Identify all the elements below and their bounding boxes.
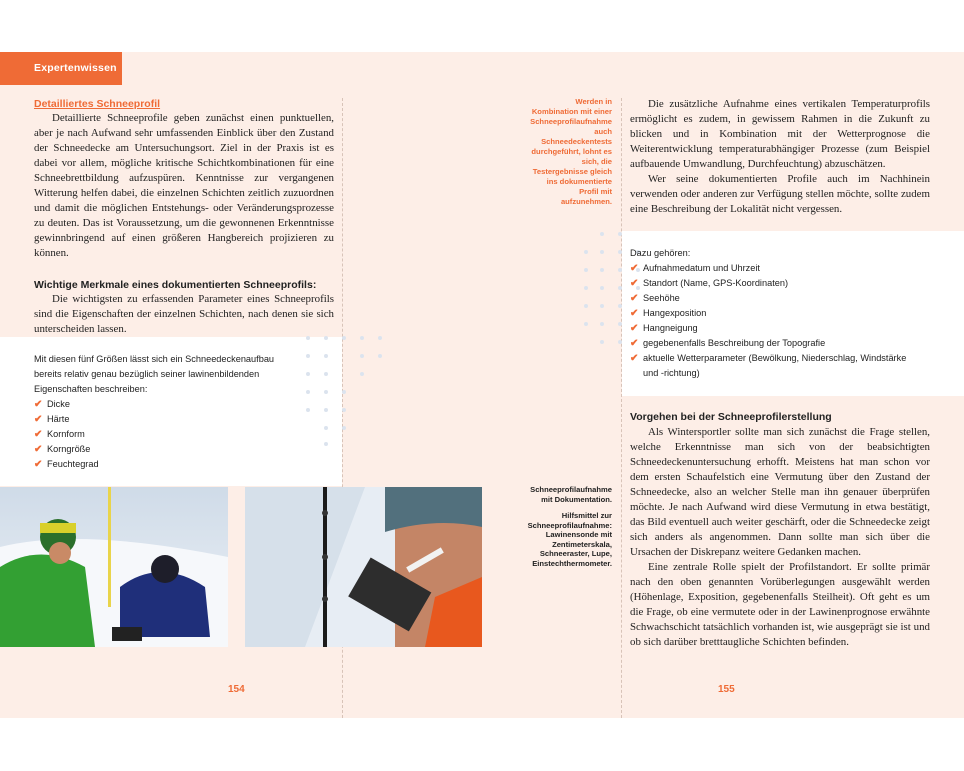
- right-paragraph-3: Als Wintersportler sollte man sich zunächst die Frage stellen, welche Erkenntnisse man sich von der beabsichtigten Schneedeckenuntersuchung erhofft. Meistens hat man schon vor dem ersten Schaufelstich eine Vermutung über den Zustand der Schneedecke, also an welcher Stelle man ihn genauer überprüfen möchte. Je nach Aufwand wird diese Vermutung in etwa bestätigt, das Bild eventuell auch weiter geschärft, oder die Schneedecke zeigt sich anders als angenommen. Dann sollte man sich über die Ursachen der Diskrepanz weitere Gedanken machen.: [630, 426, 930, 558]
- list-item: ✔ Kornform: [34, 429, 85, 440]
- right-paragraph-2: Wer seine dokumentierten Profile auch im Nachhinein verwenden oder anderen zur Verfügung stellen möchte, sollte zudem eine Beschreibung der Lokalität nicht vergessen.: [630, 173, 930, 215]
- dot-pattern-left: [306, 336, 386, 448]
- check-icon: ✔: [630, 323, 639, 334]
- check-icon: ✔: [630, 293, 639, 304]
- page-number-left: 154: [228, 684, 245, 695]
- left-box-intro: Mit diesen fünf Größen lässt sich ein Schneedeckenaufbau bereits relativ genau bezüglich seiner lawinenbildenden Eigenschaften beschreiben:: [34, 354, 275, 394]
- list-item: ✔ Feuchtegrad: [34, 459, 99, 470]
- left-subheading: Wichtige Merkmale eines dokumentierten Schneeprofils:: [34, 279, 317, 291]
- list-item: ✔ Dicke: [34, 399, 70, 410]
- section-heading: Detailliertes Schneeprofil: [34, 98, 161, 110]
- right-subheading: Vorgehen bei der Schneeprofilerstellung: [630, 411, 832, 423]
- list-item: ✔ Aufnahmedatum und Uhrzeit: [630, 263, 760, 274]
- check-icon: ✔: [630, 338, 639, 349]
- list-item: ✔ Standort (Name, GPS-Koordinaten): [630, 278, 789, 289]
- right-text-top: [630, 97, 930, 217]
- check-icon: ✔: [630, 278, 639, 289]
- check-icon: ✔: [34, 429, 43, 440]
- caption-1: Schneeprofilaufnahme mit Dokumentation.: [530, 485, 612, 504]
- left-paragraph-1: Detaillierte Schneeprofile geben zunächst einen punktuellen, aber je nach Aufwand sehr umfassenden Einblick über den Zustand der Schneedecke am Untersuchungsort. Ziel in der Praxis ist es dabei vor allem, mögliche kritische Schichtkombinationen für eine Schneebrettbildung aufzuspüren. Kenntnisse zur vergangenen Witterung helfen dabei, die einzelnen Schichten zeitlich zuzuordnen und damit die möglichen Entstehungs- oder Veränderungsprozesse zu deuten. Das ist Voraussetzung, um die gewonnenen Erkenntnisse gewinnbringend auf einen größeren Hangbereich projizieren zu können.: [34, 112, 334, 259]
- list-item: ✔ gegebenenfalls Beschreibung der Topografie: [630, 338, 826, 349]
- left-box-content: [34, 352, 296, 472]
- margin-note: Werden in Kombination mit einer Schneeprofilaufnahme auch Schneedeckentests durchgeführt, lohnt es sich, die Testergebnisse gleich ins dokumentierte Profil mit aufzunehmen.: [530, 97, 612, 206]
- photo-captions: [520, 485, 612, 575]
- list-item: ✔ Härte: [34, 414, 70, 425]
- check-icon: ✔: [34, 459, 43, 470]
- right-paragraph-4: Eine zentrale Rolle spielt der Profilstandort. Er sollte primär nach den oben genannten Vorüberlegungen ausgewählt werden (Höhenlage, Exposition, gegebenenfalls Steilheit). Oft geht es um die Frage, ob eine vermutete oder in der Lawinenprognose erwähnte Schwachschicht tatsächlich vorhanden ist, wie ausgeprägt sie ist und ob sich darüber bretttaugliche Schichten befinden.: [630, 561, 930, 648]
- left-text-column: [34, 97, 334, 337]
- right-box-content: [630, 246, 920, 381]
- check-icon: ✔: [34, 414, 43, 425]
- list-item: ✔ Hangneigung: [630, 323, 698, 334]
- column-guide-right: [621, 98, 622, 718]
- right-paragraph-1: Die zusätzliche Aufnahme eines vertikalen Temperaturprofils ermöglicht es zudem, in gewissem Rahmen in die Zukunft zu blicken und in Kombination mit der Wetterprognose die Weiterentwicklung temperaturabhängiger Prozesse (zum Beispiel aufbauende Umwandlung, Durchfeuchtung) abzuschätzen.: [630, 98, 930, 170]
- photo-snow-profile-documentation: [0, 487, 228, 647]
- photo-snow-profile-tools: [245, 487, 482, 647]
- caption-2: Hilfsmittel zur Schneeprofilaufnahme: Lawinensonde mit Zentimeterskala, Schneeraster, Lupe, Einstechthermometer.: [527, 511, 612, 568]
- check-icon: ✔: [630, 353, 639, 364]
- left-paragraph-2: Die wichtigsten zu erfassenden Parameter eines Schneeprofils sind die Eigenschaften der einzelnen Schichten, nach denen sie sich unterscheiden lassen.: [34, 293, 334, 335]
- right-text-bottom: [630, 410, 930, 650]
- list-item: ✔ aktuelle Wetterparameter (Bewölkung, Niederschlag, Windstärke und -richtung): [630, 353, 907, 378]
- left-box-list: [34, 397, 296, 472]
- check-icon: ✔: [34, 444, 43, 455]
- list-item: ✔ Seehöhe: [630, 293, 680, 304]
- check-icon: ✔: [34, 399, 43, 410]
- section-tab: Expertenwissen: [0, 52, 122, 85]
- list-item: ✔ Hangexposition: [630, 308, 707, 319]
- right-box-list: [630, 261, 920, 381]
- list-item: ✔ Korngröße: [34, 444, 91, 455]
- check-icon: ✔: [630, 263, 639, 274]
- right-box-intro: Dazu gehören:: [630, 248, 691, 258]
- page-number-right: 155: [718, 684, 735, 695]
- check-icon: ✔: [630, 308, 639, 319]
